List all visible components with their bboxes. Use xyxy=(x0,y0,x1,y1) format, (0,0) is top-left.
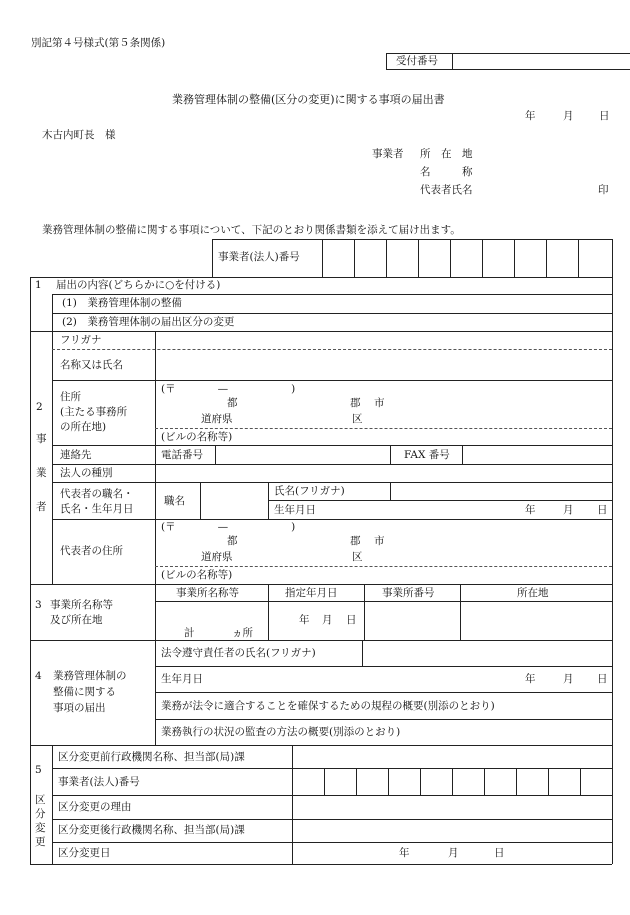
representative-label: 代表者氏名 xyxy=(420,184,473,196)
audit-method-summary: 業務執行の状況の監査の方法の概要(別添のとおり) xyxy=(161,726,401,738)
receipt-number-field[interactable] xyxy=(453,54,629,68)
section-2-number: 2 xyxy=(36,401,43,413)
pre-change-agency-label: 区分変更前行政機関名称、担当部(局)課 xyxy=(58,751,245,763)
section-1-heading: 届出の内容(どちらかに○を付ける) xyxy=(56,279,221,291)
change-date-label: 区分変更日 xyxy=(58,847,111,859)
fax-field[interactable] xyxy=(463,446,611,463)
change-reason-field[interactable] xyxy=(293,796,611,818)
corporation-type-label: 法人の種別 xyxy=(60,467,113,479)
business-number-label-2: 事業者(法人)番号 xyxy=(58,776,140,788)
office-count-unit: ヵ所 xyxy=(232,627,253,639)
furigana-label: フリガナ xyxy=(60,334,102,346)
officer-dob-label: 生年月日 xyxy=(161,673,203,685)
name-field[interactable] xyxy=(156,350,611,379)
compliance-officer-label: 法令遵守責任者の氏名(フリガナ) xyxy=(161,647,316,659)
name-field-label: 名称又は氏名 xyxy=(60,359,123,371)
contact-label: 連絡先 xyxy=(60,449,92,461)
business-number-field-2[interactable] xyxy=(293,769,611,794)
receipt-label: 受付番号 xyxy=(396,55,438,67)
applicant-heading: 事業者 xyxy=(372,148,404,160)
name-label: 名 称 xyxy=(420,166,473,178)
addressee: 木古内町長 様 xyxy=(42,129,116,141)
postal-code: (〒 — ) xyxy=(161,383,296,395)
rep-name-label: 氏名(フリガナ) xyxy=(274,485,345,497)
document-title: 業務管理体制の整備(区分の変更)に関する事項の届出書 xyxy=(172,93,445,106)
tel-field[interactable] xyxy=(216,446,389,463)
pre-change-agency-field[interactable] xyxy=(293,746,611,767)
section-3-label: 事業所名称等 xyxy=(50,599,113,611)
business-number-label: 事業者(法人)番号 xyxy=(218,251,300,263)
compliance-officer-field[interactable] xyxy=(363,641,611,665)
option-establish[interactable]: (1) 業務管理体制の整備 xyxy=(62,297,182,309)
section-4-number: 4 xyxy=(35,670,42,682)
rep-address-label: 代表者の住所 xyxy=(60,545,123,557)
rep-dob-label: 生年月日 xyxy=(274,504,316,516)
option-category-change[interactable]: (2) 業務管理体制の届出区分の変更 xyxy=(62,316,235,328)
form-id: 別記第４号様式(第５条関係) xyxy=(31,37,166,49)
address-label: 所 在 地 xyxy=(420,148,473,160)
section-3-number: 3 xyxy=(35,599,42,611)
tel-label: 電話番号 xyxy=(161,449,203,461)
section-1-number: 1 xyxy=(35,279,42,291)
change-reason-label: 区分変更の理由 xyxy=(58,801,132,813)
total-label: 計 xyxy=(184,627,195,639)
col-designation-date: 指定年月日 xyxy=(285,587,338,599)
seal-mark: 印 xyxy=(598,184,609,196)
intro-text: 業務管理体制の整備に関する事項について、下記のとおり関係書類を添えて届け出ます。 xyxy=(42,224,461,236)
compliance-rules-summary: 業務が法令に適合することを確保するための規程の概要(別添のとおり) xyxy=(161,700,495,712)
representative-info-label: 代表者の職名・ xyxy=(60,488,134,500)
corporation-type-field[interactable] xyxy=(156,465,611,481)
building-name-label: (ビルの名称等) xyxy=(161,431,233,443)
fax-label: FAX 番号 xyxy=(404,449,450,461)
job-title-label: 職名 xyxy=(164,495,185,507)
col-office-number: 事業所番号 xyxy=(382,587,435,599)
col-location: 所在地 xyxy=(517,587,549,599)
col-office-name: 事業所名称等 xyxy=(176,587,239,599)
business-number-field[interactable] xyxy=(323,240,611,276)
post-change-agency-label: 区分変更後行政機関名称、担当部(局)課 xyxy=(58,824,245,836)
address-field-label: 住所 xyxy=(60,391,81,403)
section-4-label: 業務管理体制の xyxy=(53,670,127,682)
post-change-agency-field[interactable] xyxy=(293,820,611,841)
section-5-number: 5 xyxy=(35,764,42,776)
